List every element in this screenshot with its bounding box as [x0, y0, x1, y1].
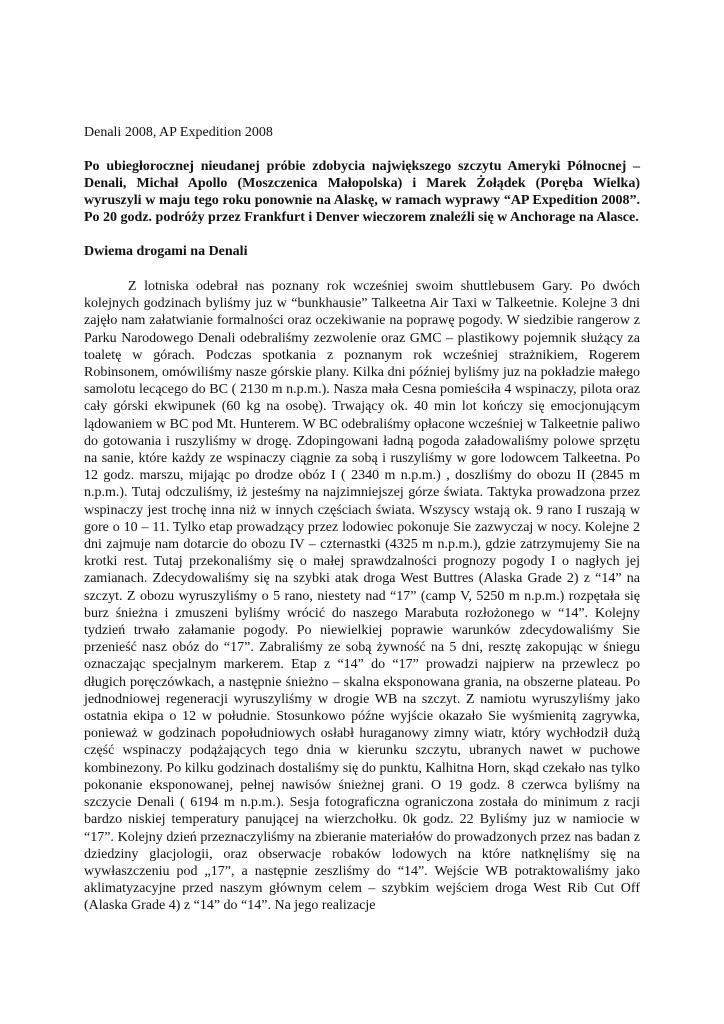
section-heading: Dwiema drogami na Denali — [84, 244, 248, 259]
body-paragraph: Z lotniska odebrał nas poznany rok wcześniej swoim shuttlebusem Gary. Po dwóch kolejnych godzinach byliśmy juz w “bunkhausie” Talkeetna Air Taxi w Talkeetnie. Kolejne 3 dni zajęło nam załatwianie formalności oraz oczekiwanie na poprawę pogody. W siedzibie rangerow z Parku Narodowego Denali odebraliśmy zezwolenie oraz GMC – plastikowy pojemnik służący za toaletę w górach. Podczas spotkania z poznanym rok wcześniej strażnikiem, Rogerem Robinsonem, omówiliśmy nasze górskie plany. Kilka dni później byliśmy juz na pokładzie małego samolotu lecącego do BC ( 2130 m n.p.m.). Nasza mała Cesna pomieściła 4 wspinaczy, pilota oraz cały górski ekwipunek (60 kg na osobę). Trwający ok. 40 min lot kończy się emocjonującym lądowaniem w BC pod Mt. Hunterem. W BC odebraliśmy opłacone wcześniej w Talkeetnie paliwo do gotowania i ruszyliśmy w drogę. Zdopingowani ładną pogoda załadowaliśmy polowe sprzętu na sanie, które każdy ze wspinaczy ciągnie za sobą i ruszyliśmy w gore lodowcem Talkeetna. Po 12 godz. marszu, mijając po drodze obóz I ( 2340 m n.p.m.) , doszliśmy do obozu II (2845 m n.p.m.). Tutaj odczuliśmy, iż jesteśmy na najzimniejszej górze świata. Taktyka prowadzona przez wspinaczy jest trochę inna niż w innych częściach świata. Wszyscy wstają ok. 9 rano I ruszają w gore o 10 – 11. Tylko etap prowadzący przez lodowiec pokonuje Sie zazwyczaj w nocy. Kolejne 2 dni zajmuje nam dotarcie do obozu IV – czternastki (4325 m n.p.m.), gdzie zatrzymujemy Sie na krotki rest. Tutaj przekonaliśmy się o małej sprawdzalności prognozy pogody I o nagłych jej zamianach. Zdecydowaliśmy się na szybki atak droga West Buttres (Alaska Grade 2) z “14” na szczyt. Z obozu wyruszyliśmy o 5 rano, niestety nad “17” (camp V, 5250 m n.p.m.) rozpętała się burz śnieżna i zmuszeni byliśmy wrócić do naszego Marabuta rozłożonego w “14”. Kolejny tydzień trwało załamanie pogody. Po niewielkiej poprawie warunków zdecydowaliśmy Sie przenieść nasz obóz do “17”. Zabraliśmy ze sobą żywność na 5 dni, resztę zakopując w śniegu oznaczając specjalnym markerem. Etap z “14” do “17” prowadzi najpierw na przewlecz po długich poręczówkach, a następnie śnieżno – skalna eksponowana grania, na obszerne plateau. Po jednodniowej regeneracji wyruszyliśmy w drogie WB na szczyt. Z namiotu wyruszyliśmy jako ostatnia ekipa o 12 w południe. Stosunkowo późne wyjście okazało Sie wyśmienitą zagrywka, ponieważ w godzinach popołudniowych osłabł huraganowy zimny wiatr, który wychłodził dużą część wspinaczy podążających tego dnia w kierunku szczytu, ubranych nawet w puchowe kombinezony. Po kilku godzinach dostaliśmy się do punktu, Kalhitna Horn, skąd czekało nas tylko pokonanie eksponowanej, pełnej nawisów śnieżnej grani. O 19 godz. 8 czerwca byliśmy na szczycie Denali ( 6194 m n.p.m.). Sesja fotograficzna ograniczona została do minimum z racji bardzo niskiej temperatury panującej na wierzchołku. 0k godz. 22 Byliśmy juz w namiocie w “17”. Kolejny dzień przeznaczyliśmy na zbieranie materiałów do prowadzonych przez nas badan z dziedziny glacjologii, oraz obserwacje robaków lodowych na które natknęliśmy się na wywłaszczeniu pod „17”, a następnie zeszliśmy do “14”. Wejście WB potraktowaliśmy jako aklimatyzacyjne przed naszym głównym celem – szybkim wejściem droga West Rib Cut Off (Alaska Grade 4) z “14” do “14”. Na jego realizacje — [84, 279, 640, 914]
lead-paragraph: Po ubiegłorocznej nieudanej próbie zdobycia największego szczytu Ameryki Północnej – Denali, Michał Apollo (Moszczenica Małopolska) i Marek Żołądek (Poręba Wielka) wyruszyli w maju tego roku ponownie na Alaskę, w ramach wyprawy “AP Expedition 2008”. Po 20 godz. podróży przez Frankfurt i Denver wieczorem znaleźli się w Anchorage na Alasce. — [84, 159, 640, 225]
document-title: Denali 2008, AP Expedition 2008 — [84, 125, 273, 140]
